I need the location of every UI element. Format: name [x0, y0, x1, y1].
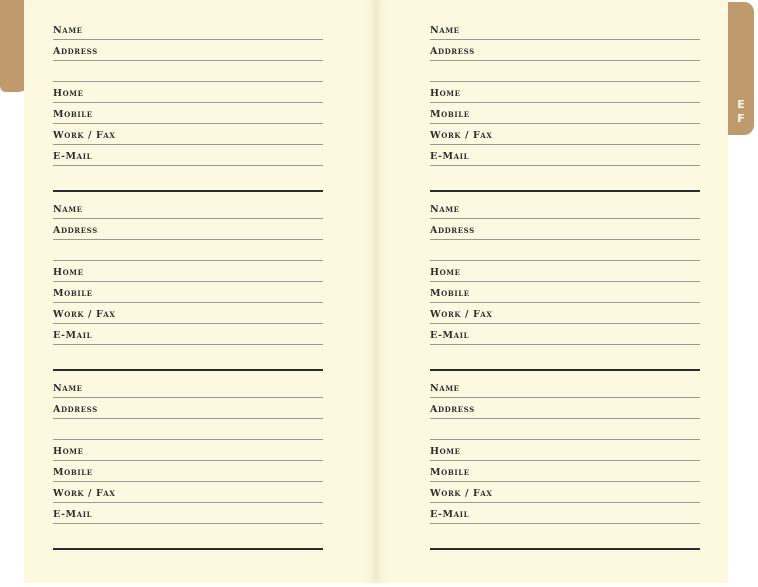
mobile-line[interactable]: [53, 282, 323, 303]
email-label: E-Mail: [53, 330, 93, 341]
name-label: Name: [430, 25, 460, 36]
name-line[interactable]: [53, 198, 323, 219]
name-line[interactable]: [430, 377, 700, 398]
home-label: Home: [53, 88, 84, 99]
mobile-line[interactable]: [430, 461, 700, 482]
home-line[interactable]: [430, 261, 700, 282]
mobile-label: Mobile: [430, 288, 470, 299]
name-label: Name: [53, 204, 83, 215]
work-fax-label: Work / Fax: [430, 488, 493, 499]
work-fax-line[interactable]: [53, 303, 323, 324]
address-line-2-line[interactable]: [53, 61, 323, 82]
email-label: E-Mail: [430, 151, 470, 162]
work-fax-label: Work / Fax: [430, 309, 493, 320]
email-line[interactable]: [430, 324, 700, 345]
home-label: Home: [53, 267, 84, 278]
entry-separator: [53, 548, 323, 550]
email-label: E-Mail: [53, 509, 93, 520]
work-fax-line[interactable]: [430, 303, 700, 324]
email-label: E-Mail: [430, 509, 470, 520]
entry-separator: [430, 548, 700, 550]
address-line[interactable]: [430, 219, 700, 240]
address-line-2-line[interactable]: [53, 419, 323, 440]
email-line[interactable]: [430, 503, 700, 524]
home-line[interactable]: [53, 82, 323, 103]
name-label: Name: [53, 25, 83, 36]
email-line[interactable]: [53, 503, 323, 524]
email-line[interactable]: [53, 324, 323, 345]
mobile-line[interactable]: [430, 103, 700, 124]
entry-separator: [430, 369, 700, 371]
name-line[interactable]: [430, 19, 700, 40]
tab-letter-e: E: [737, 98, 745, 111]
home-label: Home: [430, 446, 461, 457]
mobile-line[interactable]: [53, 461, 323, 482]
address-label: Address: [430, 46, 475, 57]
home-line[interactable]: [53, 440, 323, 461]
mobile-label: Mobile: [53, 109, 93, 120]
address-line-2-line[interactable]: [430, 240, 700, 261]
name-line[interactable]: [430, 198, 700, 219]
address-label: Address: [53, 225, 98, 236]
home-label: Home: [430, 267, 461, 278]
work-fax-label: Work / Fax: [53, 488, 116, 499]
address-line-2-line[interactable]: [430, 61, 700, 82]
entry-separator: [53, 369, 323, 371]
mobile-label: Mobile: [53, 467, 93, 478]
home-line[interactable]: [430, 440, 700, 461]
index-tab-letters: [735, 98, 747, 126]
work-fax-line[interactable]: [430, 124, 700, 145]
email-label: E-Mail: [53, 151, 93, 162]
mobile-label: Mobile: [53, 288, 93, 299]
work-fax-line[interactable]: [430, 482, 700, 503]
address-label: Address: [430, 225, 475, 236]
home-label: Home: [53, 446, 84, 457]
email-label: E-Mail: [430, 330, 470, 341]
address-line[interactable]: [53, 40, 323, 61]
work-fax-line[interactable]: [53, 124, 323, 145]
name-line[interactable]: [53, 19, 323, 40]
tab-letter-f: F: [737, 112, 745, 125]
name-line[interactable]: [53, 377, 323, 398]
work-fax-line[interactable]: [53, 482, 323, 503]
address-label: Address: [53, 46, 98, 57]
address-line[interactable]: [53, 219, 323, 240]
work-fax-label: Work / Fax: [430, 130, 493, 141]
home-label: Home: [430, 88, 461, 99]
mobile-label: Mobile: [430, 109, 470, 120]
address-label: Address: [53, 404, 98, 415]
address-line[interactable]: [430, 398, 700, 419]
email-line[interactable]: [53, 145, 323, 166]
name-label: Name: [430, 383, 460, 394]
mobile-line[interactable]: [53, 103, 323, 124]
address-label: Address: [430, 404, 475, 415]
work-fax-label: Work / Fax: [53, 130, 116, 141]
address-line[interactable]: [430, 40, 700, 61]
mobile-label: Mobile: [430, 467, 470, 478]
entry-separator: [53, 190, 323, 192]
work-fax-label: Work / Fax: [53, 309, 116, 320]
name-label: Name: [430, 204, 460, 215]
address-line-2-line[interactable]: [430, 419, 700, 440]
mobile-line[interactable]: [430, 282, 700, 303]
address-line-2-line[interactable]: [53, 240, 323, 261]
home-line[interactable]: [430, 82, 700, 103]
address-line[interactable]: [53, 398, 323, 419]
name-label: Name: [53, 383, 83, 394]
email-line[interactable]: [430, 145, 700, 166]
home-line[interactable]: [53, 261, 323, 282]
entry-separator: [430, 190, 700, 192]
